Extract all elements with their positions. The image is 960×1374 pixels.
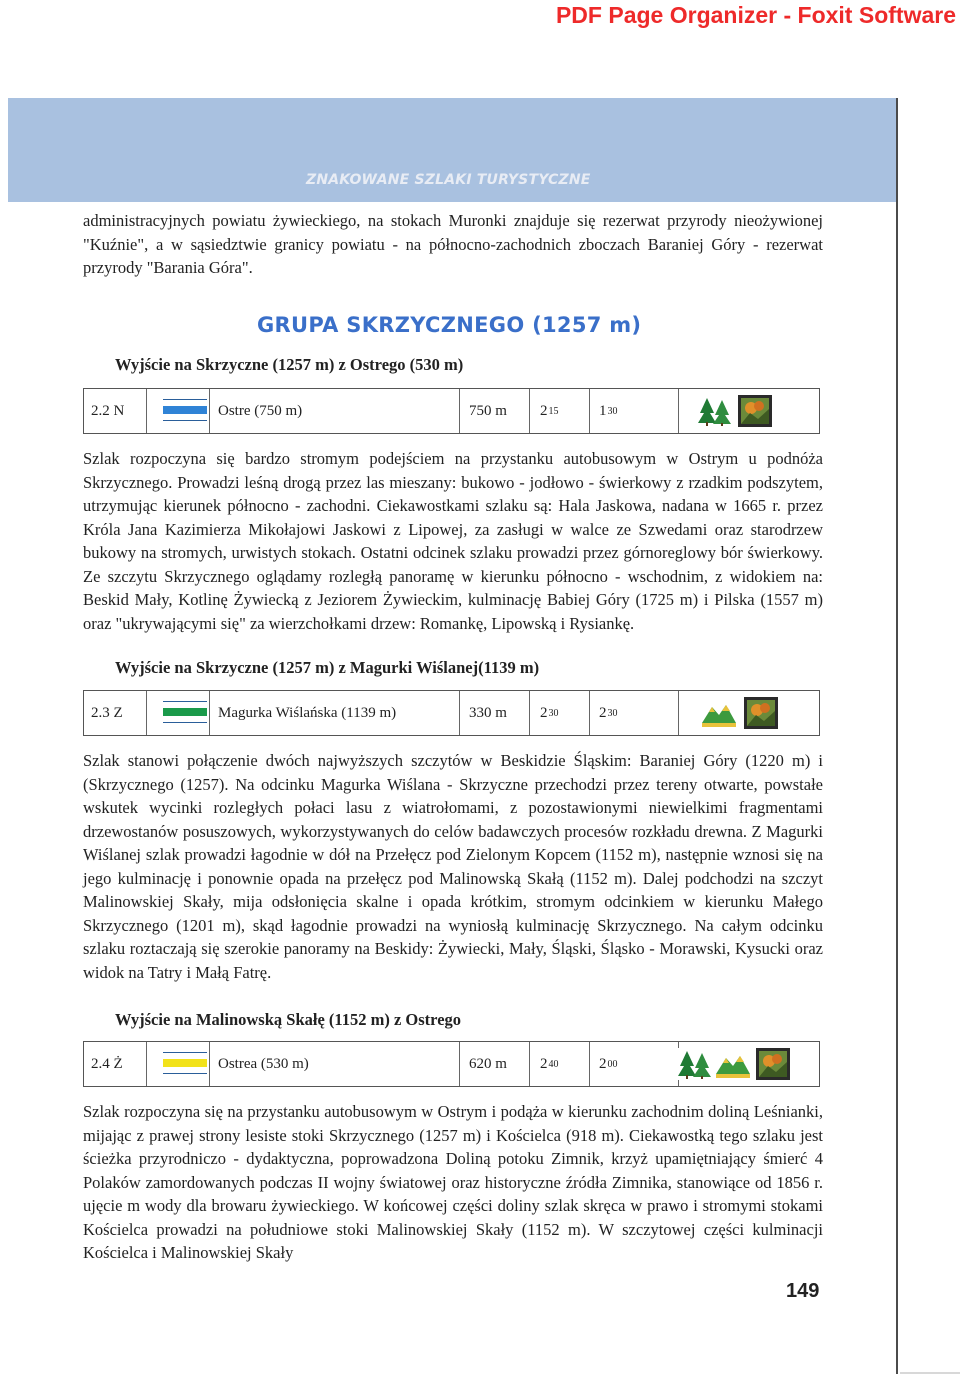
cell-divider xyxy=(529,389,530,433)
time-up-hours: 2 xyxy=(540,704,548,721)
trail-place: Ostrea (530 m) xyxy=(218,1055,309,1072)
cell-divider xyxy=(209,691,210,735)
cell-divider xyxy=(529,1042,530,1086)
trail-elevation: 330 m xyxy=(469,704,507,721)
cell-divider xyxy=(459,691,460,735)
time-down xyxy=(599,1042,618,1086)
time-down-hours: 1 xyxy=(599,402,607,419)
trail-elevation: 620 m xyxy=(469,1055,507,1072)
trail-elevation: 750 m xyxy=(469,402,507,419)
route-description: Szlak rozpoczyna się na przystanku autobusowym w Ostrym i podąża w kierunku zachodnim doliną Leśnianki, mijając z prawej strony lesiste stoki Skrzycznego (1257 m) i Kościelca (918 m). Ciekawostką tego szlaku jest ścieżka przyrodniczo - dydaktyczna, poprowadzona Doliną potoku Zimnik, krzyż upamiętniający śmierć 4 Polaków zamordowanych podczas II wojny światowej oraz historyczne źródła Zimnika, stanowiące od 1856 r. ujęcie m wody dla browaru żywieckiego. W końcowej części doliny szlak skręca w prawo i stromymi stokami Kościelca prowadzi na południowe stoki Malinowskiej Skały (1152 m). W szczytowej części kulminacji Kościelca i Malinowskiej Skały xyxy=(83,1102,823,1262)
route-description: Szlak rozpoczyna się bardzo stromym podejściem na przystanku autobusowym w Ostrym u podnóża Skrzycznego. Prowadzi leśną drogą przez las mieszany: bukowo - jodłowo - świerkowy z rzadkim podszytem, utrzymując kierunek północno - zachodni. Ciekawostkami szlaku są: Hala Jaskowa, nadana w 1665 r. przez Króla Jana Kazimierza Mikołajowi Jaskowi z Lipowej, za zasługi w walce ze Szwedami oraz starodrzew bukowy na stromych, urwistych stokach. Ostatni odcinek szlaku prowadzi przez górnoreglowy bór świerkowy. Ze szczytu Skrzycznego oglądamy rozległą panoramę w kierunku północno - wschodnim, z widokiem na: Beskid Mały, Kotlinę Żywiecką z Jeziorem Żywieckim, kulminację Babiej Góry (1725 m) i Pilska (1557 m) oraz "ukrywającymi się" za wierzchołkami drzew: Romankę, Lipowską i Rysiankę. xyxy=(83,449,823,633)
viewpoint-photo-icon xyxy=(756,1048,790,1080)
trail-color-stripe xyxy=(163,399,207,421)
trail-row xyxy=(83,388,820,434)
time-down-minutes: 30 xyxy=(607,707,618,719)
time-down-hours: 2 xyxy=(599,704,607,721)
cell-divider xyxy=(589,1042,590,1086)
section-title: ZNAKOWANE SZLAKI TURYSTYCZNE xyxy=(306,172,591,188)
cell-divider xyxy=(209,1042,210,1086)
time-up xyxy=(540,691,559,735)
trail-color-stripe xyxy=(163,1052,207,1074)
cell-divider xyxy=(459,389,460,433)
frame-right-border xyxy=(896,98,898,1374)
time-up-minutes: 40 xyxy=(548,1058,559,1070)
trail-code: 2.3 Z xyxy=(91,704,123,721)
trail-code: 2.4 Ż xyxy=(91,1055,123,1072)
cell-divider xyxy=(146,691,147,735)
intro-paragraph: administracyjnych powiatu żywieckiego, na stokach Muronki znajduje się rezerwat przyrody nieożywionej "Kuźnie", a w sąsiedztwie granicy powiatu - na północno-zachodnich zboczach Baraniej Góry - rezerwat przyrody "Barania Góra". xyxy=(83,211,823,277)
cell-divider xyxy=(146,1042,147,1086)
time-up-hours: 2 xyxy=(540,402,548,419)
cell-divider xyxy=(529,691,530,735)
route-heading: Wyjście na Skrzyczne (1257 m) z Magurki Wiślanej(1139 m) xyxy=(115,658,540,677)
trail-color-stripe xyxy=(163,701,207,723)
viewpoint-photo-icon xyxy=(744,697,778,729)
trail-row xyxy=(83,690,820,736)
cell-divider xyxy=(589,389,590,433)
route-heading: Wyjście na Skrzyczne (1257 m) z Ostrego (530 m) xyxy=(115,355,464,374)
cell-divider xyxy=(459,1042,460,1086)
trail-row xyxy=(83,1041,820,1087)
watermark: PDF Page Organizer - Foxit Software xyxy=(555,2,956,28)
group-title: GRUPA SKRZYCZNEGO (1257 m) xyxy=(257,313,642,337)
cell-divider xyxy=(209,389,210,433)
cell-divider xyxy=(146,389,147,433)
time-up xyxy=(540,389,559,433)
route-description: Szlak stanowi połączenie dwóch najwyższych szczytów w Beskidzie Śląskim: Baraniej Góry (1220 m) i (Skrzycznego (1257). Na odcinku Magurka Wiślana - Skrzyczne przechodzi przez tereny otwarte, powstałe wskutek wycinki rozległych połaci lasu z wiatrołomami, z pozostawionymi niewielkimi fragmentami drzewostanów posuszowych, wykorzystywanych do celów badawczych procesów rozkładu drewna. Z Magurki Wiślanej szlak prowadzi łagodnie w dół na Przełęcz pod Zielonym Kopcem (1152 m), następnie wznosi się na jego kulminację i ponownie opada na przełęcz pod Malinowską Skałą (1152 m). Dalej podchodzi na szczyt Malinowskiej Skały, mija odsłonięcia skalne i opada krótkim, stromym odcinkiem w kierunku Małego Skrzycznego (1201 m), skąd łagodnie prowadzi na wyniosłą kulminację Skrzycznego. Na całym odcinku szlaku roztaczają się szerokie panoramy na Beskidy: Żywiecki, Mały, Śląski, Śląsko - Morawski, Kysucki oraz widok na Tatry i Małą Fatrę. xyxy=(83,751,823,982)
time-down-minutes: 30 xyxy=(607,405,618,417)
time-down xyxy=(599,691,618,735)
forest-icon xyxy=(698,395,732,427)
time-up xyxy=(540,1042,559,1086)
mountain-meadow-icon xyxy=(716,1048,750,1080)
route-heading: Wyjście na Malinowską Skałę (1152 m) z Ostrego xyxy=(115,1010,462,1029)
time-up-minutes: 15 xyxy=(548,405,559,417)
time-up-hours: 2 xyxy=(540,1055,548,1072)
time-up-minutes: 30 xyxy=(548,707,559,719)
viewpoint-photo-icon xyxy=(738,395,772,427)
time-down xyxy=(599,389,618,433)
cell-divider xyxy=(678,389,679,433)
mountain-meadow-icon xyxy=(702,697,736,729)
cell-divider xyxy=(589,691,590,735)
time-down-hours: 2 xyxy=(599,1055,607,1072)
forest-icon xyxy=(678,1048,712,1080)
time-down-minutes: 00 xyxy=(607,1058,618,1070)
cell-divider xyxy=(678,691,679,735)
trail-code: 2.2 N xyxy=(91,402,125,419)
trail-place: Magurka Wiślańska (1139 m) xyxy=(218,704,397,721)
trail-place: Ostre (750 m) xyxy=(218,402,303,419)
page-number: 149 xyxy=(786,1280,820,1302)
